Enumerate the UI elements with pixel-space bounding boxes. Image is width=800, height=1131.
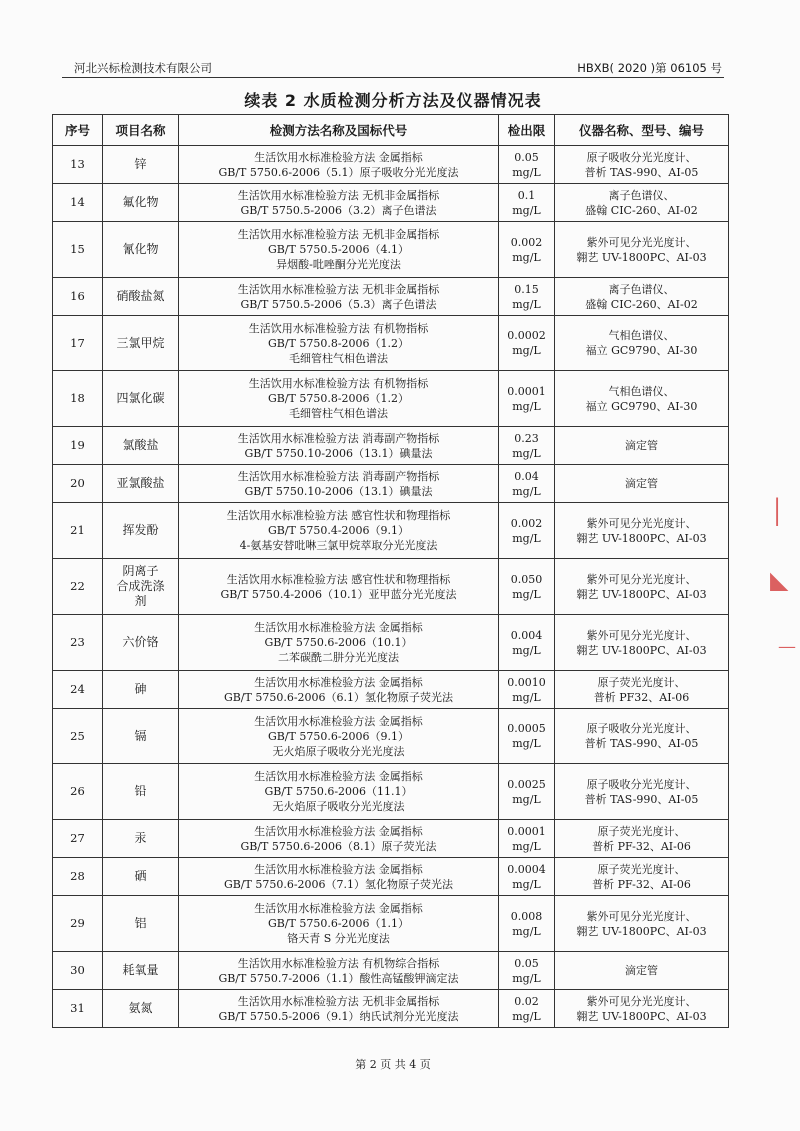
table-row <box>53 952 729 990</box>
cell-limit <box>499 222 555 278</box>
cell-instrument <box>555 278 729 316</box>
cell-item-name <box>103 371 179 427</box>
cell-limit-line: mg/L <box>512 839 541 853</box>
cell-instrument <box>555 559 729 615</box>
table-row <box>53 764 729 820</box>
cell-item-name-line: 砷 <box>134 682 147 696</box>
cell-limit-line: mg/L <box>512 203 541 217</box>
cell-method-line: 生活饮用水标准检验方法 金属指标 <box>254 862 423 876</box>
cell-method <box>179 316 499 371</box>
cell-limit-line: 0.04 <box>514 469 539 483</box>
cell-instrument-line: 离子色谱仪、 <box>608 188 675 202</box>
cell-limit-line: 0.1 <box>517 188 536 202</box>
cell-method-line: GB/T 5750.5-2006（5.3）离子色谱法 <box>240 297 437 311</box>
cell-method-line: GB/T 5750.6-2006（11.1） <box>264 785 413 798</box>
cell-method-line: GB/T 5750.6-2006（10.1） <box>264 636 413 649</box>
cell-method-line: 生活饮用水标准检验方法 无机非金属指标 <box>237 994 440 1008</box>
methods-table <box>52 114 729 1028</box>
cell-limit-line: mg/L <box>512 165 541 179</box>
table-row <box>53 503 729 559</box>
cell-method <box>179 465 499 503</box>
cell-method <box>179 671 499 709</box>
cell-method-line: GB/T 5750.6-2006（7.1）氢化物原子荧光法 <box>223 877 454 891</box>
cell-method-line: 生活饮用水标准检验方法 有机物综合指标 <box>237 956 440 970</box>
cell-instrument <box>555 222 729 278</box>
cell-item-name <box>103 503 179 559</box>
cell-instrument-line: 普析 PF-32、AI-06 <box>592 839 691 853</box>
cell-method-line: 无火焰原子吸收分光光度法 <box>272 800 405 813</box>
cell-item-name-line: 耗氧量 <box>122 963 159 977</box>
cell-item-name-line: 铅 <box>134 784 147 798</box>
cell-instrument-line: 紫外可见分光光度计、 <box>586 909 697 923</box>
cell-instrument-line: 紫外可见分光光度计、 <box>586 235 697 249</box>
cell-method-line: GB/T 5750.6-2006（1.1） <box>267 917 410 930</box>
cell-instrument-line: 盛翰 CIC-260、AI-02 <box>585 203 698 217</box>
cell-item-name-line: 铝 <box>134 916 147 930</box>
cell-instrument <box>555 858 729 896</box>
cell-instrument-line: 普析 PF32、AI-06 <box>593 690 690 704</box>
cell-method <box>179 820 499 858</box>
cell-method-line: 生活饮用水标准检验方法 无机非金属指标 <box>237 282 440 296</box>
cell-instrument-line: 翱艺 UV-1800PC、AI-03 <box>576 924 707 938</box>
cell-limit-line: 0.0001 <box>507 384 546 398</box>
cell-method <box>179 615 499 671</box>
cell-limit <box>499 427 555 465</box>
cell-method <box>179 222 499 278</box>
cell-method-line: 生活饮用水标准检验方法 感官性状和物理指标 <box>226 509 451 522</box>
cell-instrument-line: 翱艺 UV-1800PC、AI-03 <box>576 531 707 545</box>
table-row <box>53 427 729 465</box>
cell-limit-line: 0.0010 <box>507 675 546 689</box>
cell-instrument-line: 翱艺 UV-1800PC、AI-03 <box>576 643 707 657</box>
cell-method-line: 生活饮用水标准检验方法 有机物指标 <box>248 377 429 390</box>
cell-no: 22 <box>53 559 103 615</box>
cell-item-name-line: 镉 <box>134 728 147 743</box>
cell-item-name-line: 阴离子 <box>122 564 159 578</box>
cell-item-name <box>103 896 179 952</box>
cell-item-name <box>103 559 179 615</box>
cell-limit-line: 0.002 <box>510 516 543 530</box>
cell-method-line: 生活饮用水标准检验方法 消毒副产物指标 <box>237 469 440 483</box>
table-row <box>53 184 729 222</box>
cell-item-name <box>103 316 179 371</box>
table-row <box>53 559 729 615</box>
cell-limit-line: 0.0005 <box>507 722 546 735</box>
cell-item-name <box>103 615 179 671</box>
cell-instrument <box>555 764 729 820</box>
table-row <box>53 709 729 764</box>
cell-limit-line: 0.0004 <box>507 862 546 876</box>
table-row <box>53 820 729 858</box>
header-rule <box>62 77 724 78</box>
cell-instrument <box>555 671 729 709</box>
cell-no: 16 <box>53 278 103 316</box>
cell-limit <box>499 465 555 503</box>
cell-instrument-line: 原子吸收分光光度计、 <box>586 150 697 164</box>
cell-no: 29 <box>53 896 103 952</box>
col-header-item: 项目名称 <box>103 115 179 146</box>
cell-limit-line: mg/L <box>512 399 541 413</box>
cell-no: 31 <box>53 990 103 1028</box>
cell-limit-line: mg/L <box>512 877 541 891</box>
cell-limit <box>499 503 555 559</box>
red-stamp-mark: ◣ <box>770 566 789 594</box>
cell-limit-line: mg/L <box>512 250 541 264</box>
cell-instrument <box>555 371 729 427</box>
cell-no: 21 <box>53 503 103 559</box>
cell-no: 25 <box>53 709 103 764</box>
cell-limit <box>499 671 555 709</box>
cell-instrument-line: 紫外可见分光光度计、 <box>586 516 697 530</box>
cell-method <box>179 503 499 559</box>
cell-limit-line: mg/L <box>512 587 541 601</box>
cell-instrument <box>555 896 729 952</box>
cell-method-line: 生活饮用水标准检验方法 消毒副产物指标 <box>237 431 440 445</box>
page-header <box>62 60 722 76</box>
cell-limit <box>499 615 555 671</box>
table-row <box>53 146 729 184</box>
cell-method <box>179 278 499 316</box>
table-title: 续表 2 水质检测分析方法及仪器情况表 <box>244 91 542 110</box>
cell-item-name <box>103 709 179 764</box>
cell-method-line: GB/T 5750.10-2006（13.1）碘量法 <box>244 446 433 460</box>
cell-method-line: 铬天青 S 分光光度法 <box>287 932 390 945</box>
cell-method-line: 生活饮用水标准检验方法 无机非金属指标 <box>237 228 440 241</box>
cell-limit-line: mg/L <box>512 924 541 938</box>
cell-limit-line: mg/L <box>512 531 541 545</box>
cell-instrument <box>555 820 729 858</box>
cell-method-line: 异烟酸-吡唑酮分光光度法 <box>276 258 401 271</box>
cell-instrument-line: 福立 GC9790、AI-30 <box>585 344 698 357</box>
table-row <box>53 222 729 278</box>
cell-limit-line: mg/L <box>512 1009 541 1023</box>
cell-limit <box>499 146 555 184</box>
cell-instrument-line: 翱艺 UV-1800PC、AI-03 <box>576 587 707 601</box>
cell-method-line: 生活饮用水标准检验方法 金属指标 <box>254 714 423 728</box>
cell-instrument-line: 翱艺 UV-1800PC、AI-03 <box>576 1009 707 1023</box>
cell-item-name-line: 氨氮 <box>128 1001 153 1015</box>
cell-instrument-line: 紫外可见分光光度计、 <box>586 572 697 586</box>
red-stamp-mark: — <box>778 636 796 657</box>
cell-method-line: 生活饮用水标准检验方法 金属指标 <box>254 770 423 783</box>
cell-limit-line: 0.0001 <box>507 824 546 838</box>
cell-limit <box>499 316 555 371</box>
cell-item-name-line: 合成洗涤 <box>116 579 165 593</box>
cell-method-line: GB/T 5750.5-2006（4.1） <box>267 243 410 256</box>
cell-method <box>179 896 499 952</box>
cell-item-name-line: 汞 <box>134 831 147 845</box>
cell-limit-line: 0.05 <box>514 150 539 164</box>
cell-item-name-line: 氯酸盐 <box>122 438 159 452</box>
cell-limit <box>499 371 555 427</box>
cell-limit-line: mg/L <box>512 297 541 311</box>
cell-limit-line: 0.0025 <box>507 777 546 791</box>
cell-method-line: GB/T 5750.7-2006（1.1）酸性高锰酸钾滴定法 <box>218 971 459 985</box>
cell-method-line: 生活饮用水标准检验方法 感官性状和物理指标 <box>226 572 451 586</box>
cell-instrument-line: 原子荧光光度计、 <box>597 862 686 876</box>
cell-instrument-line: 原子吸收分光光度计、 <box>586 777 697 791</box>
cell-instrument-line: 紫外可见分光光度计、 <box>586 994 697 1008</box>
table-row <box>53 316 729 371</box>
cell-item-name-line: 硒 <box>134 869 147 883</box>
cell-no: 15 <box>53 222 103 278</box>
cell-instrument-line: 福立 GC9790、AI-30 <box>585 399 698 413</box>
cell-instrument <box>555 316 729 371</box>
cell-limit <box>499 709 555 764</box>
cell-item-name-line: 三氯甲烷 <box>116 335 165 350</box>
cell-instrument-line: 普析 TAS-990、AI-05 <box>584 165 699 179</box>
cell-item-name <box>103 764 179 820</box>
cell-no: 24 <box>53 671 103 709</box>
cell-limit-line: 0.002 <box>510 235 543 249</box>
cell-method-line: 毛细管柱气相色谱法 <box>289 351 388 365</box>
cell-method <box>179 858 499 896</box>
cell-instrument-line: 滴定管 <box>625 477 658 490</box>
table-row <box>53 278 729 316</box>
cell-method-line: GB/T 5750.6-2006（5.1）原子吸收分光光度法 <box>218 165 459 179</box>
cell-no: 17 <box>53 316 103 371</box>
cell-instrument <box>555 146 729 184</box>
cell-method-line: GB/T 5750.5-2006（9.1）纳氏试剂分光光度法 <box>218 1009 459 1023</box>
cell-instrument-line: 普析 PF-32、AI-06 <box>592 877 691 891</box>
cell-instrument <box>555 184 729 222</box>
cell-item-name <box>103 278 179 316</box>
cell-method-line: 生活饮用水标准检验方法 有机物指标 <box>248 321 429 335</box>
cell-instrument <box>555 952 729 990</box>
cell-item-name <box>103 820 179 858</box>
cell-method-line: 无火焰原子吸收分光光度法 <box>272 744 405 758</box>
cell-instrument <box>555 465 729 503</box>
cell-limit-line: mg/L <box>512 690 541 704</box>
cell-limit-line: mg/L <box>512 971 541 985</box>
red-stamp-mark: │ <box>770 498 785 526</box>
col-header-limit: 检出限 <box>499 115 555 146</box>
page-footer: 第 2 页 共 4 页 <box>355 1058 431 1071</box>
cell-method-line: 生活饮用水标准检验方法 金属指标 <box>254 824 423 838</box>
cell-instrument <box>555 709 729 764</box>
cell-no: 18 <box>53 371 103 427</box>
cell-instrument-line: 气相色谱仪、 <box>608 384 675 398</box>
cell-limit-line: 0.23 <box>514 431 539 445</box>
cell-method-line: 生活饮用水标准检验方法 金属指标 <box>254 621 423 634</box>
cell-instrument-line: 离子色谱仪、 <box>608 282 675 296</box>
cell-instrument-line: 普析 TAS-990、AI-05 <box>584 737 699 750</box>
cell-limit-line: mg/L <box>512 737 541 750</box>
cell-limit-line: 0.02 <box>514 994 539 1008</box>
cell-limit-line: 0.008 <box>510 909 543 923</box>
cell-no: 28 <box>53 858 103 896</box>
cell-instrument <box>555 503 729 559</box>
cell-limit-line: mg/L <box>512 643 541 657</box>
table-row <box>53 615 729 671</box>
cell-limit <box>499 764 555 820</box>
cell-limit <box>499 858 555 896</box>
cell-instrument-line: 原子荧光光度计、 <box>597 675 686 689</box>
cell-method-line: GB/T 5750.6-2006（6.1）氢化物原子荧光法 <box>223 690 454 704</box>
cell-method <box>179 184 499 222</box>
cell-item-name-line: 亚氯酸盐 <box>116 476 165 490</box>
table-header-row <box>53 115 729 146</box>
table-row <box>53 896 729 952</box>
cell-limit <box>499 278 555 316</box>
cell-item-name-line: 锌 <box>134 157 147 171</box>
cell-method-line: GB/T 5750.6-2006（8.1）原子荧光法 <box>240 839 437 853</box>
cell-item-name-line: 六价铬 <box>122 635 159 649</box>
cell-method <box>179 559 499 615</box>
cell-method <box>179 952 499 990</box>
cell-item-name <box>103 222 179 278</box>
cell-limit-line: 0.004 <box>510 628 543 642</box>
cell-no: 30 <box>53 952 103 990</box>
cell-no: 23 <box>53 615 103 671</box>
cell-instrument-line: 原子荧光光度计、 <box>597 824 686 838</box>
cell-item-name-line: 氰化物 <box>122 242 159 256</box>
table-row <box>53 990 729 1028</box>
cell-method <box>179 146 499 184</box>
cell-item-name-line: 氟化物 <box>122 195 159 209</box>
cell-method-line: 4-氨基安替吡啉三氯甲烷萃取分光光度法 <box>239 539 438 552</box>
cell-method <box>179 709 499 764</box>
table-row <box>53 671 729 709</box>
col-header-no: 序号 <box>53 115 103 146</box>
cell-method-line: 二苯碳酰二肼分光光度法 <box>278 651 399 664</box>
cell-instrument-line: 原子吸收分光光度计、 <box>586 722 697 735</box>
cell-instrument <box>555 990 729 1028</box>
table-row <box>53 858 729 896</box>
cell-limit <box>499 952 555 990</box>
cell-limit-line: 0.050 <box>510 572 543 586</box>
cell-limit <box>499 820 555 858</box>
cell-method-line: 生活饮用水标准检验方法 金属指标 <box>254 150 423 164</box>
cell-instrument-line: 紫外可见分光光度计、 <box>586 628 697 642</box>
cell-no: 20 <box>53 465 103 503</box>
cell-method-line: 生活饮用水标准检验方法 无机非金属指标 <box>237 188 440 202</box>
cell-item-name-line: 挥发酚 <box>122 523 159 537</box>
cell-no: 27 <box>53 820 103 858</box>
cell-item-name <box>103 427 179 465</box>
cell-method-line: GB/T 5750.8-2006（1.2） <box>267 336 410 350</box>
cell-instrument <box>555 427 729 465</box>
document-number: HBXB( 2020 )第 06105 号 <box>577 61 722 75</box>
cell-method <box>179 371 499 427</box>
cell-method-line: GB/T 5750.8-2006（1.2） <box>267 392 410 405</box>
cell-method-line: 生活饮用水标准检验方法 金属指标 <box>254 902 423 915</box>
cell-instrument-line: 普析 TAS-990、AI-05 <box>584 792 699 806</box>
col-header-instrument: 仪器名称、型号、编号 <box>555 115 729 146</box>
cell-limit <box>499 559 555 615</box>
company-name: 河北兴标检测技术有限公司 <box>74 61 212 75</box>
cell-limit-line: mg/L <box>512 484 541 498</box>
cell-limit <box>499 990 555 1028</box>
cell-limit-line: 0.05 <box>514 956 539 970</box>
cell-limit-line: mg/L <box>512 344 541 357</box>
cell-item-name-line: 硝酸盐氮 <box>116 289 165 303</box>
cell-method-line: GB/T 5750.5-2006（3.2）离子色谱法 <box>240 203 437 217</box>
cell-method-line: 毛细管柱气相色谱法 <box>289 407 388 420</box>
cell-instrument-line: 气相色谱仪、 <box>608 329 675 342</box>
cell-item-name <box>103 184 179 222</box>
cell-method <box>179 764 499 820</box>
cell-item-name-line: 四氯化碳 <box>116 391 165 405</box>
cell-instrument <box>555 615 729 671</box>
cell-no: 13 <box>53 146 103 184</box>
cell-method <box>179 427 499 465</box>
cell-method-line: 生活饮用水标准检验方法 金属指标 <box>254 675 423 689</box>
cell-method-line: GB/T 5750.10-2006（13.1）碘量法 <box>244 484 433 498</box>
cell-item-name <box>103 952 179 990</box>
cell-instrument-line: 滴定管 <box>625 964 658 977</box>
cell-limit <box>499 896 555 952</box>
col-header-method: 检测方法名称及国标代号 <box>179 115 499 146</box>
cell-item-name <box>103 465 179 503</box>
cell-item-name-line: 剂 <box>134 594 147 608</box>
cell-no: 14 <box>53 184 103 222</box>
cell-limit <box>499 184 555 222</box>
cell-method-line: GB/T 5750.4-2006（10.1）亚甲蓝分光光度法 <box>220 587 457 601</box>
cell-limit-line: mg/L <box>512 446 541 460</box>
cell-instrument-line: 盛翰 CIC-260、AI-02 <box>585 297 698 311</box>
cell-no: 26 <box>53 764 103 820</box>
cell-method-line: GB/T 5750.4-2006（9.1） <box>267 524 410 537</box>
cell-item-name <box>103 858 179 896</box>
cell-limit-line: mg/L <box>512 792 541 806</box>
cell-instrument-line: 翱艺 UV-1800PC、AI-03 <box>576 250 707 264</box>
cell-method <box>179 990 499 1028</box>
cell-item-name <box>103 990 179 1028</box>
cell-item-name <box>103 146 179 184</box>
cell-item-name <box>103 671 179 709</box>
table-row <box>53 465 729 503</box>
cell-instrument-line: 滴定管 <box>625 439 658 452</box>
table-row <box>53 371 729 427</box>
cell-limit-line: 0.0002 <box>507 329 546 342</box>
cell-no: 19 <box>53 427 103 465</box>
cell-method-line: GB/T 5750.6-2006（9.1） <box>267 729 410 743</box>
cell-limit-line: 0.15 <box>514 282 539 296</box>
